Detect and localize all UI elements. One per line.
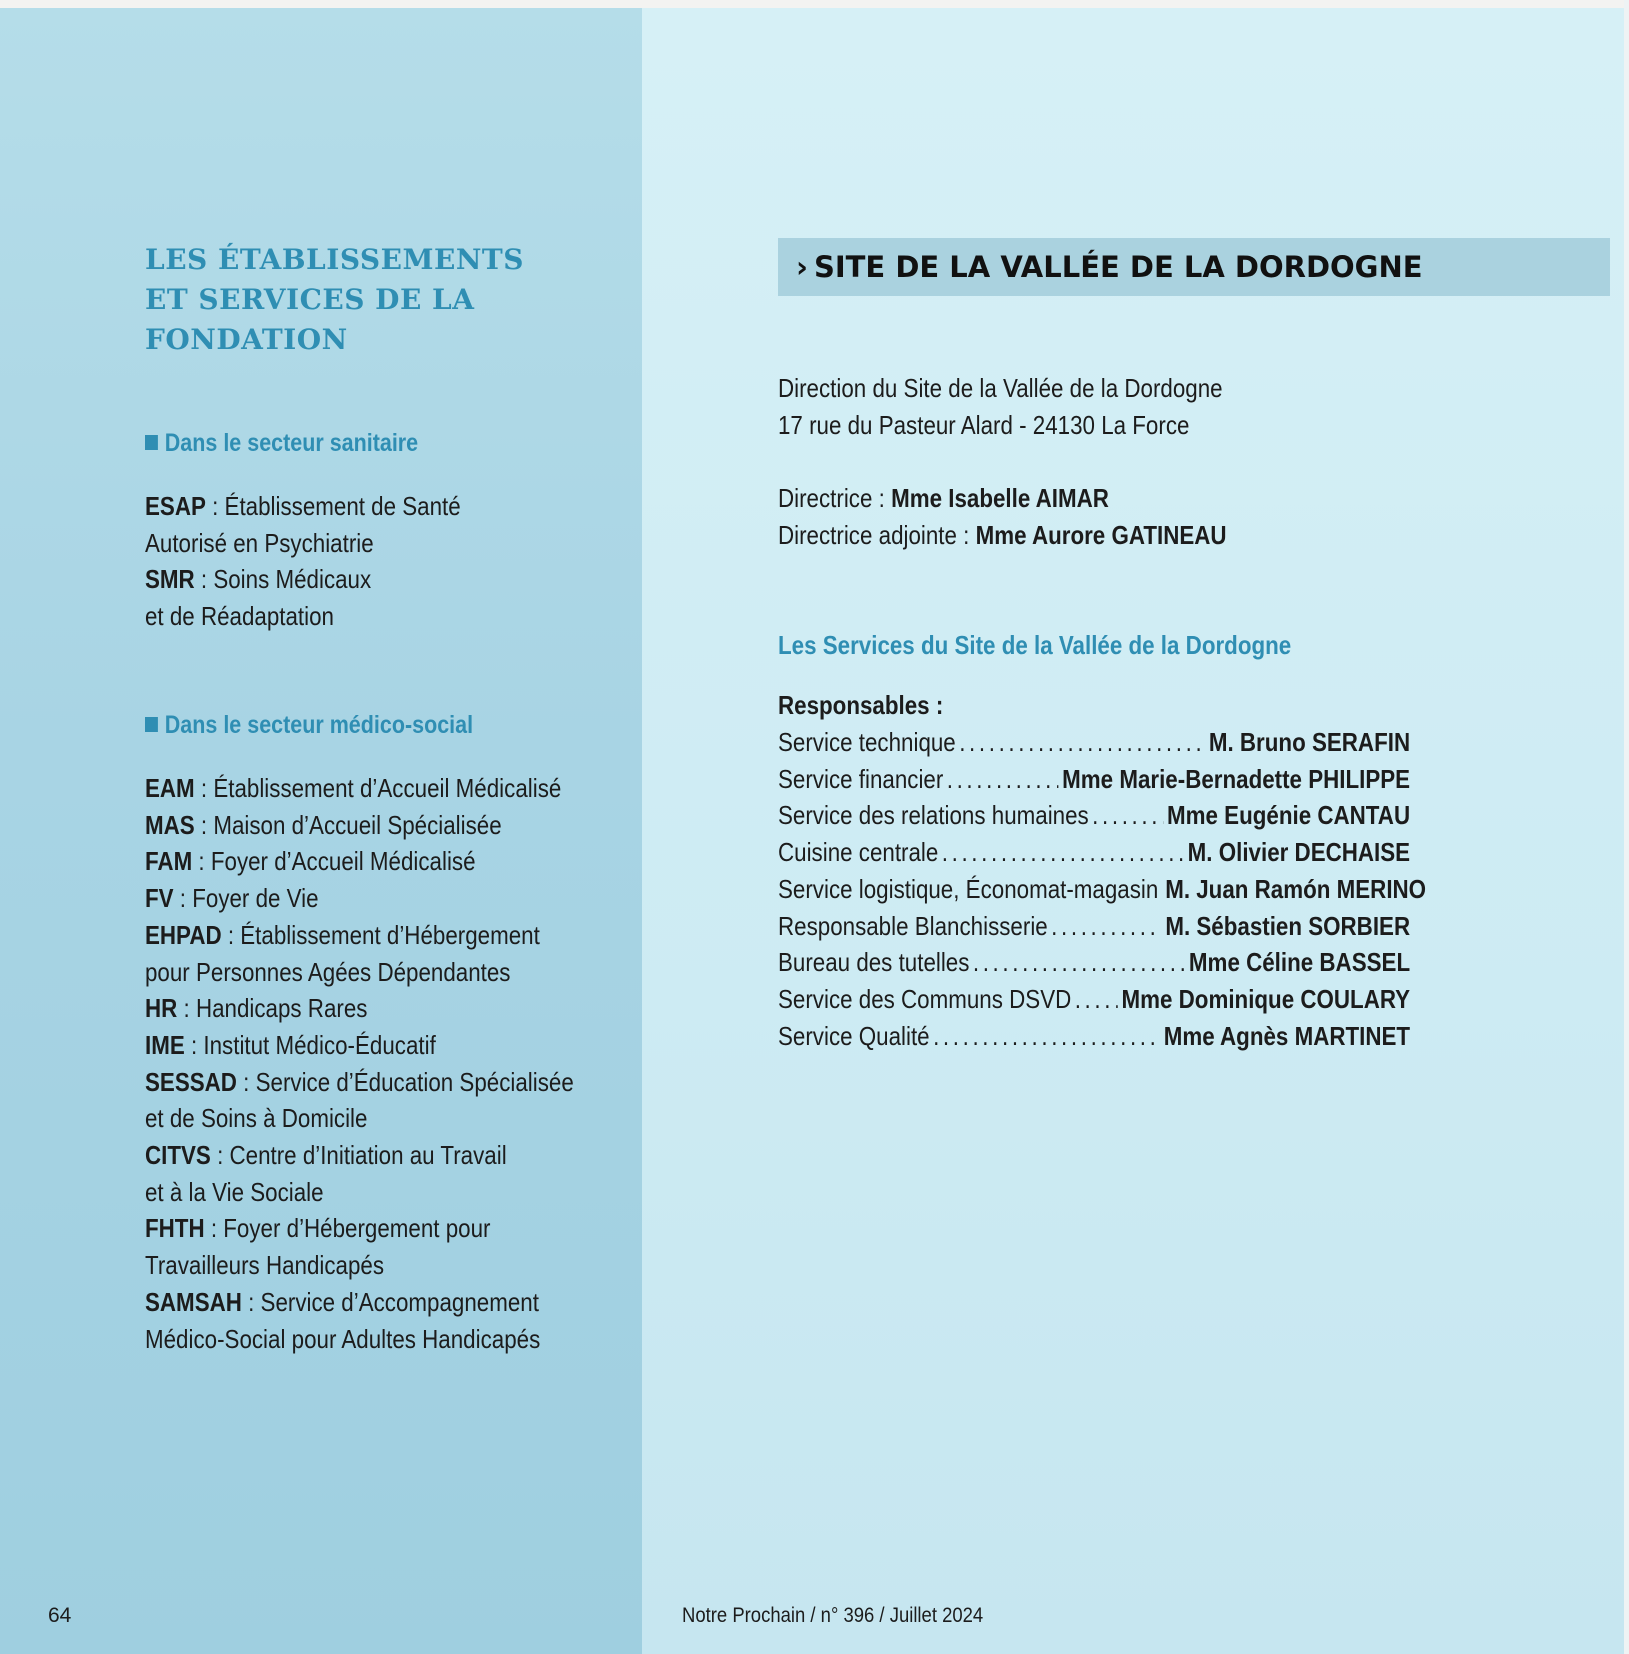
abbr-desc: Service d’Accompagnement Médico-Social pour Adultes Handicapés bbox=[145, 1286, 541, 1354]
abbr-item-eam: EAM : Établissement d’Accueil Médicalisé bbox=[145, 773, 562, 803]
dot-leader bbox=[942, 834, 1184, 871]
abbr-desc: Foyer d’Hébergement pour Travailleurs Handicapés bbox=[145, 1213, 491, 1281]
section-title: LES ÉTABLISSEMENTS ET SERVICES DE LA FONDATION bbox=[145, 243, 524, 356]
service-person: Mme Agnès MARTINET bbox=[1163, 1020, 1411, 1051]
directrice-name: Mme Isabelle AIMAR bbox=[891, 483, 1109, 513]
square-bullet-icon bbox=[145, 435, 158, 450]
abbr-desc: Handicaps Rares bbox=[195, 993, 368, 1024]
abbr-code: IME bbox=[145, 1029, 185, 1060]
publication-info: Notre Prochain / n° 396 / Juillet 2024 bbox=[682, 1604, 984, 1627]
service-row bbox=[778, 908, 1410, 945]
service-name: Cuisine centrale bbox=[778, 837, 939, 868]
abbr-code: MAS bbox=[145, 809, 195, 840]
service-person: M. Bruno SERAFIN bbox=[1208, 727, 1411, 757]
service-name: Responsable Blanchisserie bbox=[778, 910, 1048, 941]
abbr-desc: Maison d’Accueil Spécialisée bbox=[213, 809, 502, 840]
abbr-item-mas: MAS : Maison d’Accueil Spécialisée bbox=[145, 809, 502, 840]
service-name: Service Qualité bbox=[778, 1020, 930, 1051]
abbr-item-fv: FV : Foyer de Vie bbox=[145, 883, 319, 914]
abbr-item-samsah: SAMSAH : Service d’Accompagnement Médico-Social pour Adultes Handicapés bbox=[145, 1286, 541, 1354]
service-row bbox=[778, 834, 1410, 871]
dot-leader bbox=[947, 761, 1059, 798]
medico-social-heading-text: Dans le secteur médico-social bbox=[164, 711, 474, 739]
abbr-code: FV bbox=[145, 883, 174, 914]
service-person: M. Olivier DECHAISE bbox=[1187, 837, 1411, 868]
dot-leader bbox=[1051, 908, 1162, 945]
abbr-code: CITVS bbox=[145, 1140, 211, 1171]
service-person: Mme Céline BASSEL bbox=[1188, 947, 1411, 978]
abbr-item-fam: FAM : Foyer d’Accueil Médicalisé bbox=[145, 846, 476, 877]
abbr-desc: Établissement d’Hébergement pour Personnes Agées Dépendantes bbox=[145, 919, 540, 987]
abbr-code: FAM bbox=[145, 846, 193, 877]
services-heading: Les Services du Site de la Vallée de la Dordogne bbox=[778, 630, 1292, 660]
square-bullet-icon bbox=[145, 717, 158, 732]
service-row bbox=[778, 981, 1410, 1018]
responsables-label: Responsables : bbox=[778, 690, 944, 720]
address-line-2: 17 rue du Pasteur Alard - 24130 La Force bbox=[778, 409, 1190, 440]
service-row bbox=[778, 944, 1410, 981]
abbr-item-ime: IME : Institut Médico-Éducatif bbox=[145, 1029, 436, 1060]
abbr-code: FHTH bbox=[145, 1213, 205, 1244]
service-row bbox=[778, 797, 1410, 834]
directrice-adjointe-label: Directrice adjointe : bbox=[778, 519, 970, 550]
abbr-code: SESSAD bbox=[145, 1066, 237, 1097]
site-address bbox=[778, 370, 1397, 443]
service-name: Service financier bbox=[778, 763, 944, 794]
abbr-item-hr: HR : Handicaps Rares bbox=[145, 993, 368, 1024]
page-number: 64 bbox=[48, 1604, 72, 1627]
sanitaire-list bbox=[145, 488, 575, 635]
dot-leader bbox=[959, 724, 1205, 761]
abbr-desc: Établissement d’Accueil Médicalisé bbox=[213, 773, 562, 803]
abbr-desc: Foyer de Vie bbox=[192, 883, 319, 914]
abbr-desc: Service d’Éducation Spécialisée et de Soins à Domicile bbox=[145, 1066, 574, 1134]
site-title bbox=[796, 248, 1423, 286]
abbr-desc: Institut Médico-Éducatif bbox=[203, 1029, 436, 1060]
abbr-item-fhth: FHTH : Foyer d’Hébergement pour Travailleurs Handicapés bbox=[145, 1213, 491, 1281]
chevron-right-icon: › bbox=[796, 250, 808, 284]
abbr-code: ESAP bbox=[145, 491, 206, 521]
service-name: Service logistique, Économat-magasin bbox=[778, 873, 1159, 904]
service-person: M. Sébastien SORBIER bbox=[1165, 910, 1411, 941]
direction-block bbox=[778, 480, 1397, 553]
address-line-1: Direction du Site de la Vallée de la Dordogne bbox=[778, 373, 1223, 403]
abbr-item-esap: ESAP : Établissement de Santé Autorisé en Psychiatrie bbox=[145, 491, 461, 558]
sanitaire-heading-text: Dans le secteur sanitaire bbox=[164, 429, 419, 457]
service-name: Service des relations humaines bbox=[778, 800, 1089, 831]
abbr-desc: Soins Médicaux et de Réadaptation bbox=[145, 564, 372, 632]
service-name: Service des Communs DSVD bbox=[778, 983, 1072, 1014]
abbr-desc: Centre d’Initiation au Travail et à la Vie Sociale bbox=[145, 1140, 507, 1207]
dot-leader bbox=[973, 944, 1186, 981]
medico-social-heading bbox=[145, 710, 473, 740]
dot-leader bbox=[933, 1018, 1160, 1055]
service-name: Bureau des tutelles bbox=[778, 947, 970, 978]
dot-leader bbox=[1092, 797, 1163, 834]
service-person: M. Juan Ramón MERINO bbox=[1165, 873, 1427, 904]
abbr-desc: Foyer d’Accueil Médicalisé bbox=[210, 846, 476, 877]
page-right-edge bbox=[1624, 0, 1629, 1654]
abbr-code: SAMSAH bbox=[145, 1286, 242, 1317]
directrice-label: Directrice : bbox=[778, 483, 885, 513]
medico-social-list bbox=[145, 770, 575, 1357]
site-title-text: SITE DE LA VALLÉE DE LA DORDOGNE bbox=[813, 250, 1423, 284]
directrice-adjointe-name: Mme Aurore GATINEAU bbox=[975, 519, 1227, 550]
abbr-code: SMR bbox=[145, 564, 195, 595]
service-row bbox=[778, 1018, 1410, 1055]
directrice-line bbox=[778, 480, 1397, 517]
abbr-item-smr: SMR : Soins Médicaux et de Réadaptation bbox=[145, 564, 372, 632]
service-row bbox=[778, 761, 1410, 798]
service-person: Mme Dominique COULARY bbox=[1121, 983, 1411, 1014]
service-person: Mme Marie-Bernadette PHILIPPE bbox=[1062, 763, 1411, 794]
abbr-code: EHPAD bbox=[145, 919, 222, 950]
service-name: Service technique bbox=[778, 727, 956, 757]
dot-leader bbox=[1075, 981, 1118, 1018]
abbr-item-sessad: SESSAD : Service d’Éducation Spécialisée et de Soins à Domicile bbox=[145, 1066, 574, 1134]
service-person: Mme Eugénie CANTAU bbox=[1167, 800, 1411, 831]
service-row bbox=[778, 871, 1427, 908]
service-row bbox=[778, 724, 1410, 761]
abbr-code: EAM bbox=[145, 773, 195, 803]
sanitaire-heading bbox=[145, 428, 418, 458]
services-list bbox=[778, 724, 1427, 1054]
abbr-item-ehpad: EHPAD : Établissement d’Hébergement pour Personnes Agées Dépendantes bbox=[145, 919, 540, 987]
directrice-adjointe-line bbox=[778, 517, 1397, 554]
abbr-item-citvs: CITVS : Centre d’Initiation au Travail et à la Vie Sociale bbox=[145, 1140, 507, 1207]
abbr-desc: Établissement de Santé Autorisé en Psychiatrie bbox=[145, 491, 461, 558]
abbr-code: HR bbox=[145, 993, 178, 1024]
